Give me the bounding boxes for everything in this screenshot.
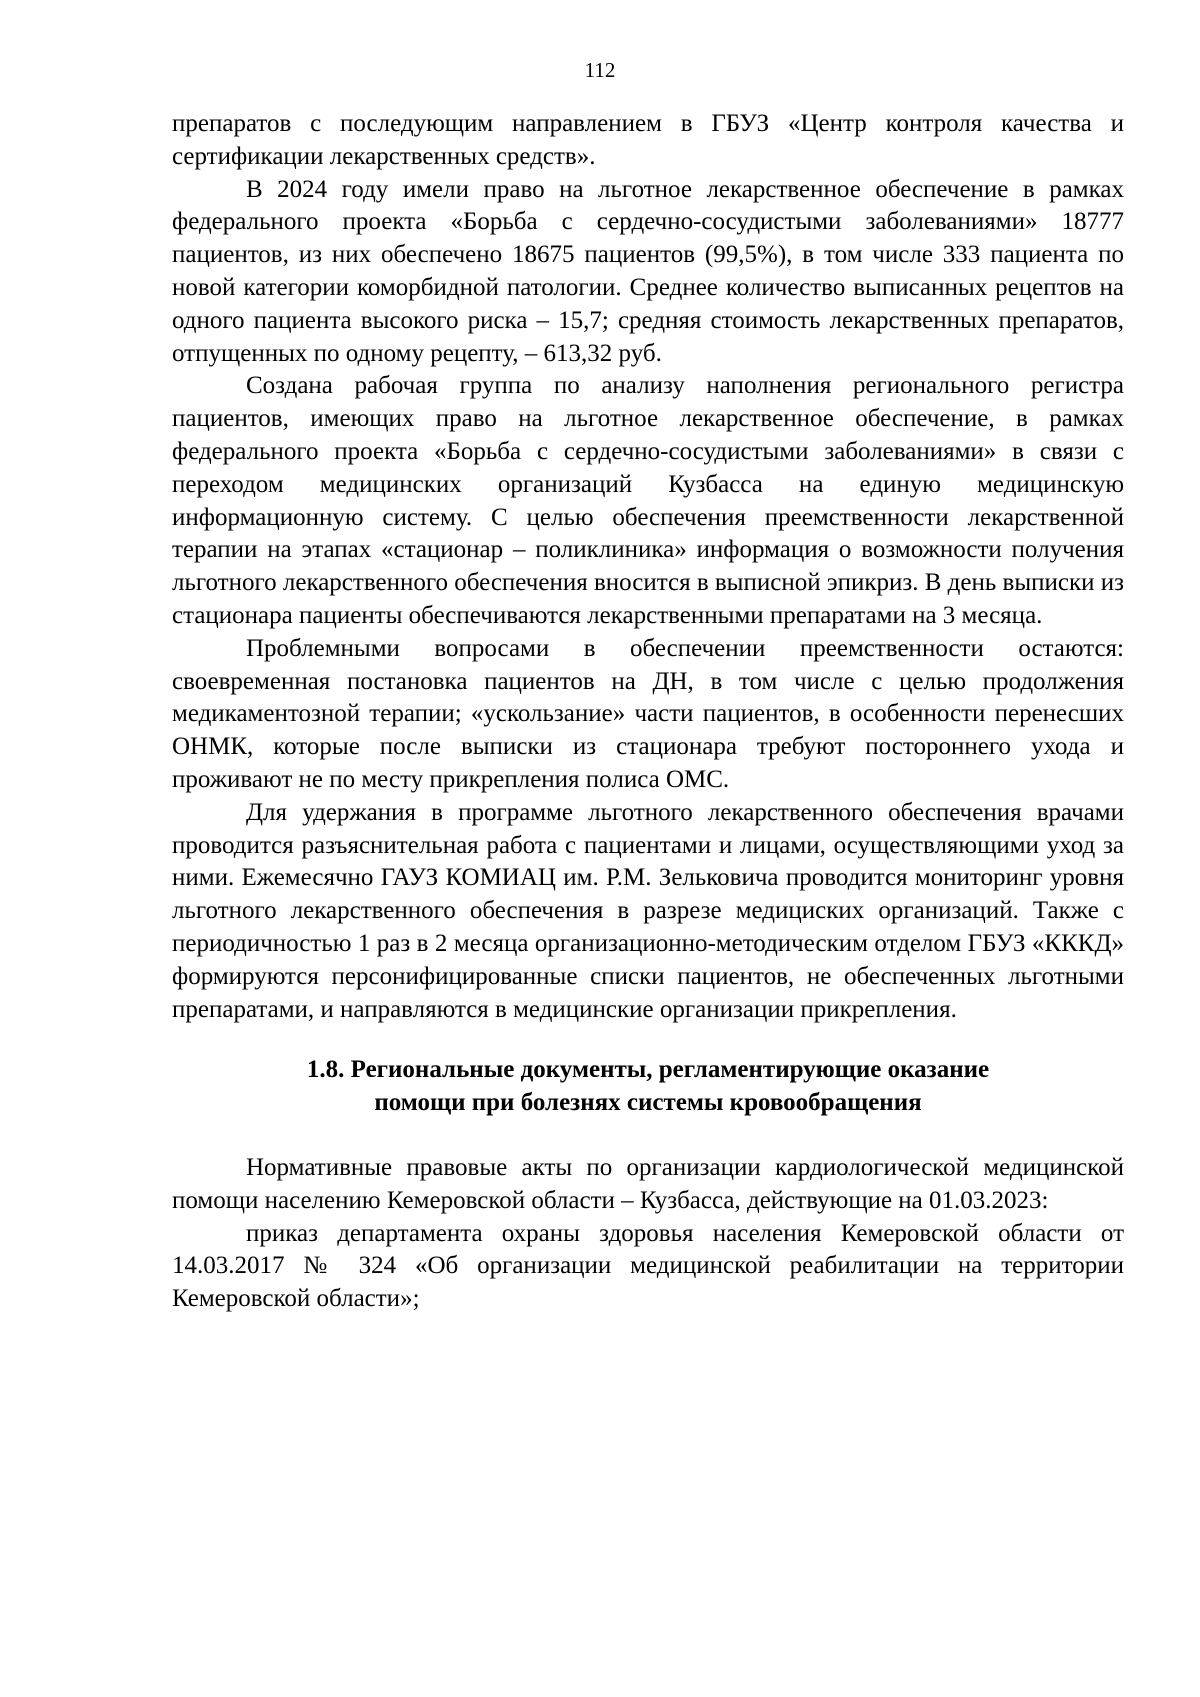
paragraph-continuation: препаратов с последующим направлением в ГБУЗ «Центр контроля качества и сертификации лекарственных средств». [172, 110, 1124, 170]
paragraph-preferential-supply-2024: В 2024 году имели право на льготное лекарственное обеспечение в рамках федерального проекта «Борьба с сердечно-сосудистыми заболеваниями» 18777 пациентов, из них обеспечено 18675 пациентов (99,5%), в том числе 333 пациента по новой категории коморбидной патологии. Среднее количество выписанных рецептов на одного пациента высокого риска – 15,7; средняя стоимость лекарственных препаратов, отпущенных по одному рецепту, – 613,32 руб. [172, 175, 1124, 367]
paragraph-regulatory-acts: Нормативные правовые акты по организации кардиологической медицинской помощи населению Кемеровской области – Кузбасса, действующие на 01.03.2023: [172, 1153, 1124, 1214]
section-heading [172, 1054, 1124, 1120]
document-body [172, 108, 1124, 1316]
paragraph-retention-measures: Для удержания в программе льготного лекарственного обеспечения врачами проводится разъяснительная работа с пациентами и лицами, осуществляющими уход за ними. Ежемесячно ГАУЗ КОМИАЦ им. Р.М. Зельковича проводится мониторинг уровня льготного лекарственного обеспечения в разрезе медициских организаций. Также с периодичностью 1 раз в 2 месяца организационно-методическим отделом ГБУЗ «КККД» формируются персонифицированные списки пациентов, не обеспеченных льготными препаратами, и направляются в медицинские организации прикрепления. [172, 798, 1124, 1023]
paragraph-continuity-problems: Проблемными вопросами в обеспечении преемственности остаются: своевременная постановка пациентов на ДН, в том числе с целью продолжения медикаментозной терапии; «ускользание» части пациентов, в особенности перенесших ОНМК, которые после выписки из стационара требуют постороннего ухода и проживают не по месту прикрепления полиса ОМС. [172, 634, 1124, 793]
page-number: 112 [584, 58, 616, 82]
paragraph-order-324: приказ департамента охраны здоровья населения Кемеровской области от 14.03.2017 № 324 «Об организации медицинской реабилитации на территории Кемеровской области»; [172, 1219, 1124, 1313]
paragraph-working-group: Создана рабочая группа по анализу наполнения регионального регистра пациентов, имеющих право на льготное лекарственное обеспечение, в рамках федерального проекта «Борьба с сердечно-сосудистыми заболеваниями» в связи с переходом медицинских организаций Кузбасса на единую медицинскую информационную систему. С целью обеспечения преемственности лекарственной терапии на этапах «стационар – поликлиника» информация о возможности получения льготного лекарственного обеспечения вносится в выписной эпикриз. В день выписки из стационара пациенты обеспечиваются лекарственными препаратами на 3 месяца. [172, 372, 1124, 629]
section-heading-line-2: помощи при болезнях системы кровообращения [374, 1089, 922, 1117]
section-heading-line-1: 1.8. Региональные документы, регламентирующие оказание [306, 1056, 990, 1084]
